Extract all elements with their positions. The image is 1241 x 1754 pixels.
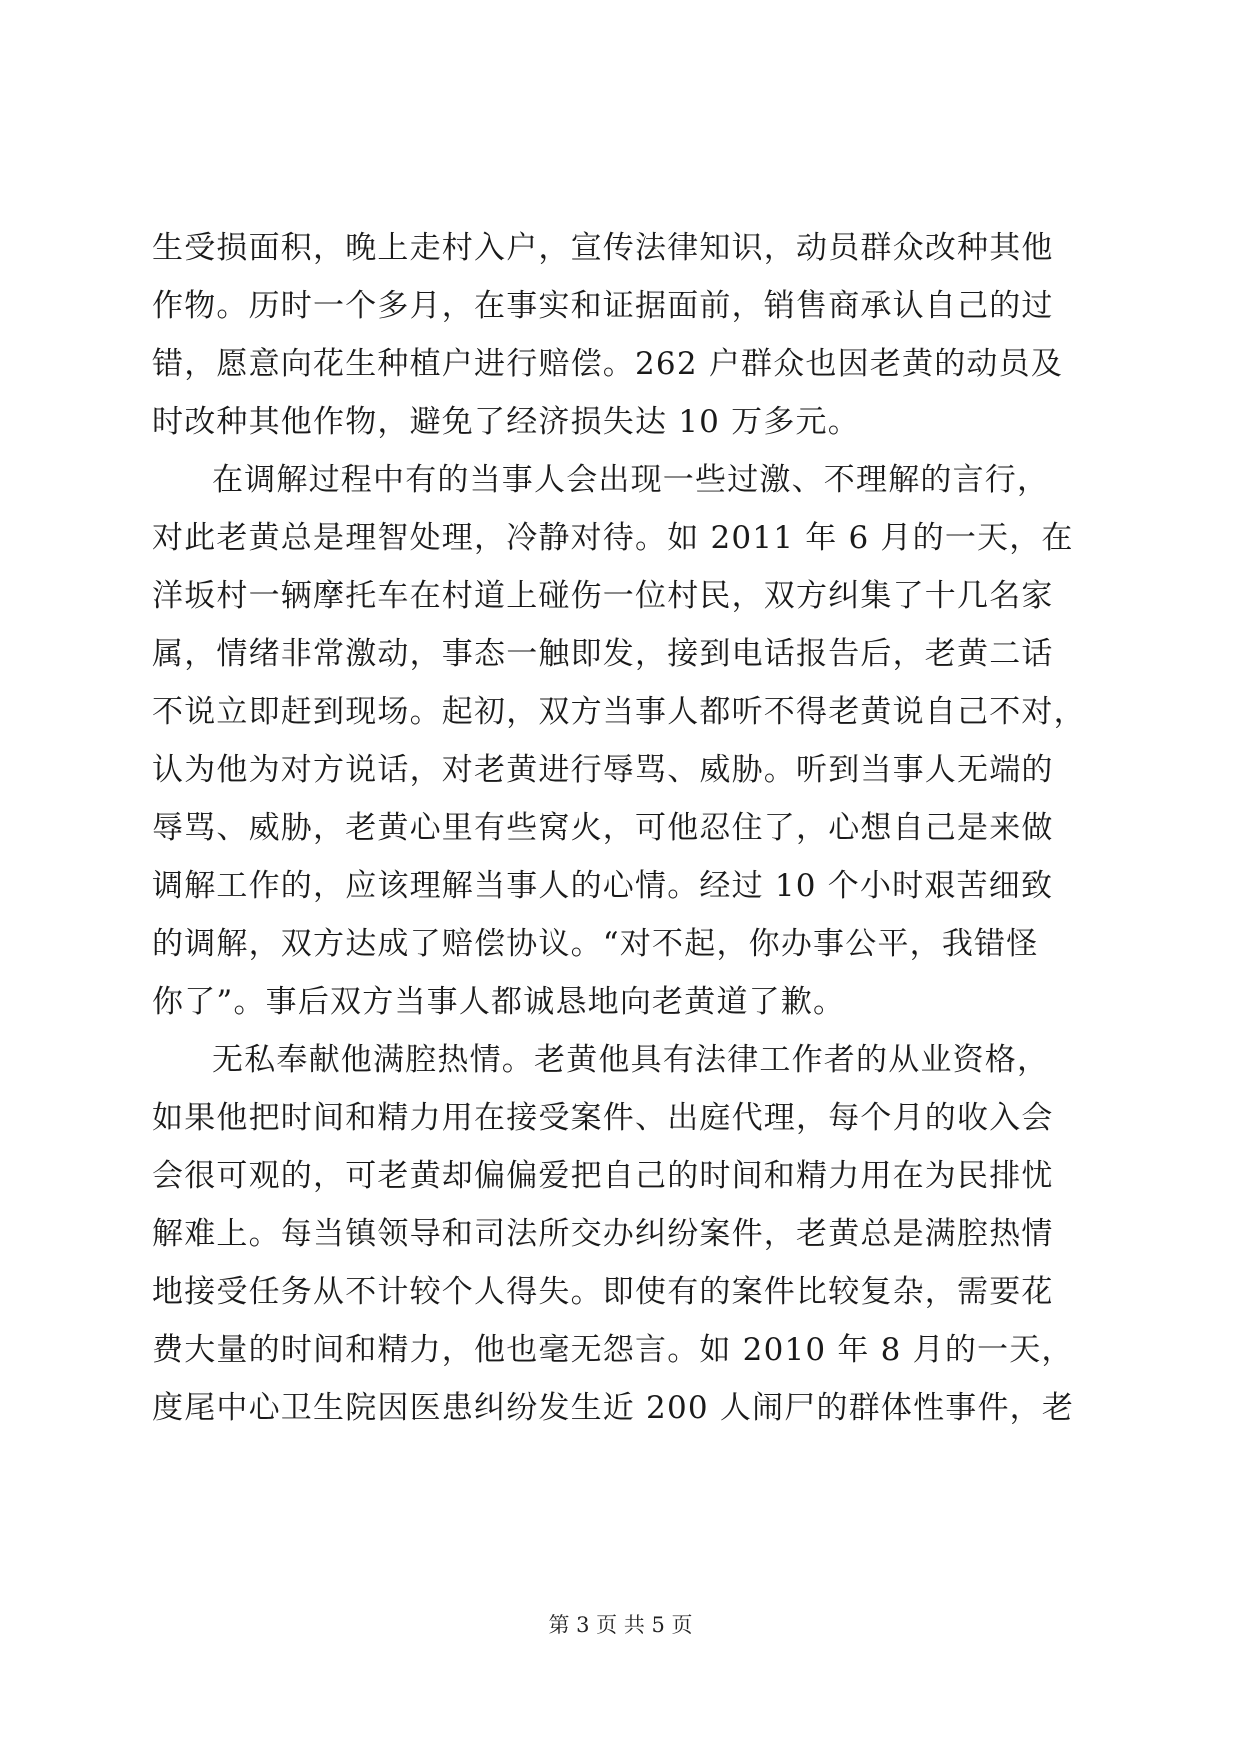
paragraph-first-line: 无私奉献他满腔热情。老黄他具有法律工作者的从业资格， (212, 1042, 1050, 1078)
text-line: 生受损面积，晚上走村入户，宣传法律知识，动员群众改种其他 (152, 230, 1054, 266)
text-line: 属，情绪非常激动，事态一触即发，接到电话报告后，老黄二话 (152, 636, 1054, 672)
text-line: 洋坂村一辆摩托车在村道上碰伤一位村民，双方纠集了十几名家 (152, 578, 1054, 614)
text-line: 度尾中心卫生院因医患纠纷发生近 200 人闹尸的群体性事件，老 (152, 1390, 1075, 1426)
text-line: 解难上。每当镇领导和司法所交办纠纷案件，老黄总是满腔热情 (152, 1216, 1054, 1252)
text-line: 对此老黄总是理智处理，冷静对待。如 2011 年 6 月的一天，在 (152, 520, 1074, 556)
text-line: 你了”。事后双方当事人都诚恳地向老黄道了歉。 (152, 984, 846, 1020)
page-footer: 第 3 页 共 5 页 (548, 1613, 693, 1637)
paragraph-first-line: 在调解过程中有的当事人会出现一些过激、不理解的言行， (212, 462, 1050, 498)
text-line: 的调解，双方达成了赔偿协议。“对不起，你办事公平，我错怪 (152, 926, 1039, 962)
text-line: 时改种其他作物，避免了经济损失达 10 万多元。 (152, 404, 860, 440)
text-line: 辱骂、威胁，老黄心里有些窝火，可他忍住了，心想自己是来做 (152, 810, 1054, 846)
text-line: 作物。历时一个多月，在事实和证据面前，销售商承认自己的过 (152, 288, 1054, 324)
text-line: 地接受任务从不计较个人得失。即使有的案件比较复杂，需要花 (152, 1274, 1054, 1310)
text-line: 会很可观的，可老黄却偏偏爱把自己的时间和精力用在为民排忧 (152, 1158, 1054, 1194)
text-line: 费大量的时间和精力，他也毫无怨言。如 2010 年 8 月的一天， (152, 1332, 1074, 1368)
text-line: 错，愿意向花生种植户进行赔偿。262 户群众也因老黄的动员及 (152, 346, 1064, 382)
text-line: 调解工作的，应该理解当事人的心情。经过 10 个小时艰苦细致 (152, 868, 1054, 904)
text-line: 认为他为对方说话，对老黄进行辱骂、威胁。听到当事人无端的 (152, 752, 1054, 788)
text-line: 不说立即赶到现场。起初，双方当事人都听不得老黄说自己不对， (152, 694, 1086, 730)
text-line: 如果他把时间和精力用在接受案件、出庭代理，每个月的收入会 (152, 1100, 1054, 1136)
